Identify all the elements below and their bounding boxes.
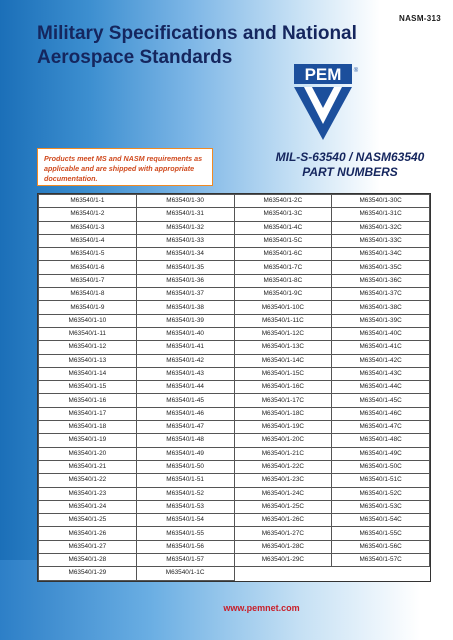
table-row	[39, 434, 430, 447]
part-number-cell: M63540/1-36C	[332, 274, 430, 287]
part-number-cell: M63540/1-27	[39, 540, 137, 553]
part-number-cell: M63540/1-47	[136, 421, 234, 434]
part-number-cell: M63540/1-55	[136, 527, 234, 540]
part-number-cell: M63540/1-43	[136, 367, 234, 380]
part-number-cell: M63540/1-15	[39, 381, 137, 394]
part-number-cell: M63540/1-16	[39, 394, 137, 407]
part-number-cell: M63540/1-45C	[332, 394, 430, 407]
part-number-cell: M63540/1-34	[136, 248, 234, 261]
part-number-cell: M63540/1-3C	[234, 208, 332, 221]
part-number-cell: M63540/1-43C	[332, 367, 430, 380]
part-number-cell: M63540/1-26	[39, 527, 137, 540]
part-number-cell: M63540/1-35C	[332, 261, 430, 274]
part-number-cell: M63540/1-30	[136, 195, 234, 208]
table-row	[39, 474, 430, 487]
part-number-cell: M63540/1-20	[39, 447, 137, 460]
table-row	[39, 447, 430, 460]
part-number-cell: M63540/1-18	[39, 421, 137, 434]
part-number-cell: M63540/1-1	[39, 195, 137, 208]
part-number-cell: M63540/1-8C	[234, 274, 332, 287]
table-row	[39, 288, 430, 301]
part-number-cell: M63540/1-42	[136, 354, 234, 367]
part-number-cell: M63540/1-28C	[234, 540, 332, 553]
part-number-cell: M63540/1-46	[136, 407, 234, 420]
part-number-cell: M63540/1-21	[39, 460, 137, 473]
part-number-cell: M63540/1-13	[39, 354, 137, 367]
part-number-cell: M63540/1-44	[136, 381, 234, 394]
part-number-cell: M63540/1-5	[39, 248, 137, 261]
part-number-cell: M63540/1-11	[39, 327, 137, 340]
part-number-cell: M63540/1-10C	[234, 301, 332, 314]
table-row	[39, 195, 430, 208]
part-number-cell: M63540/1-53	[136, 500, 234, 513]
part-number-cell: M63540/1-26C	[234, 514, 332, 527]
part-number-cell: M63540/1-49C	[332, 447, 430, 460]
table-row	[39, 221, 430, 234]
part-number-cell: M63540/1-30C	[332, 195, 430, 208]
title-line-2: Aerospace Standards	[37, 47, 233, 68]
part-number-cell: M63540/1-9	[39, 301, 137, 314]
part-number-cell: M63540/1-25	[39, 514, 137, 527]
part-number-cell: M63540/1-57C	[332, 554, 430, 567]
part-number-cell: M63540/1-39	[136, 314, 234, 327]
part-number-cell: M63540/1-16C	[234, 381, 332, 394]
part-number-cell	[234, 567, 332, 580]
part-number-cell: M63540/1-31C	[332, 208, 430, 221]
part-number-cell: M63540/1-23C	[234, 474, 332, 487]
part-number-cell: M63540/1-39C	[332, 314, 430, 327]
documentation-notice: Products meet MS and NASM requirements as applicable and are shipped with appropriate documentation.	[37, 148, 213, 186]
part-number-cell: M63540/1-50	[136, 460, 234, 473]
part-number-cell: M63540/1-38	[136, 301, 234, 314]
part-number-cell: M63540/1-28	[39, 554, 137, 567]
part-number-cell: M63540/1-54C	[332, 514, 430, 527]
part-number-cell: M63540/1-12	[39, 341, 137, 354]
title-line-1: Military Specifications and National	[37, 23, 357, 44]
table-row	[39, 407, 430, 420]
part-number-cell: M63540/1-37C	[332, 288, 430, 301]
part-number-cell: M63540/1-24C	[234, 487, 332, 500]
part-number-cell: M63540/1-2	[39, 208, 137, 221]
table-row	[39, 540, 430, 553]
part-number-cell: M63540/1-19	[39, 434, 137, 447]
document-code: NASM-313	[399, 14, 441, 23]
part-number-cell: M63540/1-10	[39, 314, 137, 327]
part-number-cell: M63540/1-46C	[332, 407, 430, 420]
part-number-cell: M63540/1-32	[136, 221, 234, 234]
part-number-cell: M63540/1-34C	[332, 248, 430, 261]
table-row	[39, 394, 430, 407]
part-number-cell: M63540/1-6C	[234, 248, 332, 261]
spec-line-1: MIL-S-63540 / NASM63540	[275, 150, 425, 164]
table-row	[39, 314, 430, 327]
table-body	[39, 195, 430, 581]
part-number-cell: M63540/1-45	[136, 394, 234, 407]
table-row	[39, 381, 430, 394]
table-row	[39, 248, 430, 261]
part-number-cell: M63540/1-22	[39, 474, 137, 487]
part-number-cell: M63540/1-20C	[234, 434, 332, 447]
part-number-cell: M63540/1-4	[39, 234, 137, 247]
part-number-cell: M63540/1-13C	[234, 341, 332, 354]
table-row	[39, 354, 430, 367]
part-number-cell: M63540/1-22C	[234, 460, 332, 473]
part-number-cell: M63540/1-37	[136, 288, 234, 301]
part-number-cell: M63540/1-17C	[234, 394, 332, 407]
part-number-cell: M63540/1-36	[136, 274, 234, 287]
part-number-cell: M63540/1-54	[136, 514, 234, 527]
spec-heading	[250, 150, 450, 180]
part-number-cell: M63540/1-41	[136, 341, 234, 354]
table-row	[39, 460, 430, 473]
table-row	[39, 274, 430, 287]
part-number-cell: M63540/1-56	[136, 540, 234, 553]
part-number-cell: M63540/1-47C	[332, 421, 430, 434]
registered-mark: ®	[353, 68, 359, 74]
part-number-cell: M63540/1-29	[39, 567, 137, 580]
table-row	[39, 367, 430, 380]
part-number-cell	[332, 567, 430, 580]
table-row	[39, 487, 430, 500]
part-number-cell: M63540/1-48	[136, 434, 234, 447]
part-number-cell: M63540/1-18C	[234, 407, 332, 420]
part-number-cell: M63540/1-2C	[234, 195, 332, 208]
part-number-cell: M63540/1-9C	[234, 288, 332, 301]
part-number-cell: M63540/1-42C	[332, 354, 430, 367]
part-number-cell: M63540/1-33	[136, 234, 234, 247]
table-row	[39, 554, 430, 567]
table-row	[39, 421, 430, 434]
part-number-cell: M63540/1-53C	[332, 500, 430, 513]
part-number-cell: M63540/1-17	[39, 407, 137, 420]
part-number-cell: M63540/1-35	[136, 261, 234, 274]
part-number-cell: M63540/1-27C	[234, 527, 332, 540]
part-number-cell: M63540/1-49	[136, 447, 234, 460]
website-link[interactable]: www.pemnet.com	[223, 603, 300, 613]
part-number-cell: M63540/1-51C	[332, 474, 430, 487]
part-number-cell: M63540/1-32C	[332, 221, 430, 234]
part-number-cell: M63540/1-51	[136, 474, 234, 487]
part-number-cell: M63540/1-24	[39, 500, 137, 513]
part-number-cell: M63540/1-25C	[234, 500, 332, 513]
part-number-cell: M63540/1-21C	[234, 447, 332, 460]
part-number-cell: M63540/1-3	[39, 221, 137, 234]
part-number-cell: M63540/1-40C	[332, 327, 430, 340]
part-number-cell: M63540/1-19C	[234, 421, 332, 434]
part-number-cell: M63540/1-52C	[332, 487, 430, 500]
part-number-cell: M63540/1-38C	[332, 301, 430, 314]
table-row	[39, 208, 430, 221]
part-number-cell: M63540/1-14	[39, 367, 137, 380]
part-number-cell: M63540/1-7	[39, 274, 137, 287]
part-number-cell: M63540/1-29C	[234, 554, 332, 567]
logo-text: PEM	[304, 65, 342, 84]
part-number-cell: M63540/1-4C	[234, 221, 332, 234]
spec-line-2: PART NUMBERS	[302, 165, 398, 179]
table-row	[39, 527, 430, 540]
part-number-cell: M63540/1-40	[136, 327, 234, 340]
part-number-cell: M63540/1-57	[136, 554, 234, 567]
part-number-cell: M63540/1-23	[39, 487, 137, 500]
part-number-cell: M63540/1-48C	[332, 434, 430, 447]
pem-logo	[292, 62, 362, 142]
table-row	[39, 301, 430, 314]
footer	[0, 598, 453, 616]
part-number-cell: M63540/1-12C	[234, 327, 332, 340]
part-number-cell: M63540/1-31	[136, 208, 234, 221]
table-row	[39, 500, 430, 513]
table-row	[39, 261, 430, 274]
table-row	[39, 514, 430, 527]
table-row	[39, 234, 430, 247]
part-number-cell: M63540/1-50C	[332, 460, 430, 473]
part-number-cell: M63540/1-6	[39, 261, 137, 274]
part-number-cell: M63540/1-52	[136, 487, 234, 500]
part-number-cell: M63540/1-1C	[136, 567, 234, 580]
part-number-cell: M63540/1-56C	[332, 540, 430, 553]
part-number-cell: M63540/1-8	[39, 288, 137, 301]
part-numbers-table	[37, 193, 431, 582]
part-number-cell: M63540/1-41C	[332, 341, 430, 354]
part-number-cell: M63540/1-15C	[234, 367, 332, 380]
part-number-cell: M63540/1-5C	[234, 234, 332, 247]
part-number-cell: M63540/1-33C	[332, 234, 430, 247]
part-number-cell: M63540/1-7C	[234, 261, 332, 274]
part-number-cell: M63540/1-14C	[234, 354, 332, 367]
part-number-cell: M63540/1-55C	[332, 527, 430, 540]
table-row	[39, 567, 430, 580]
part-number-cell: M63540/1-44C	[332, 381, 430, 394]
table-row	[39, 341, 430, 354]
table-row	[39, 327, 430, 340]
part-number-cell: M63540/1-11C	[234, 314, 332, 327]
